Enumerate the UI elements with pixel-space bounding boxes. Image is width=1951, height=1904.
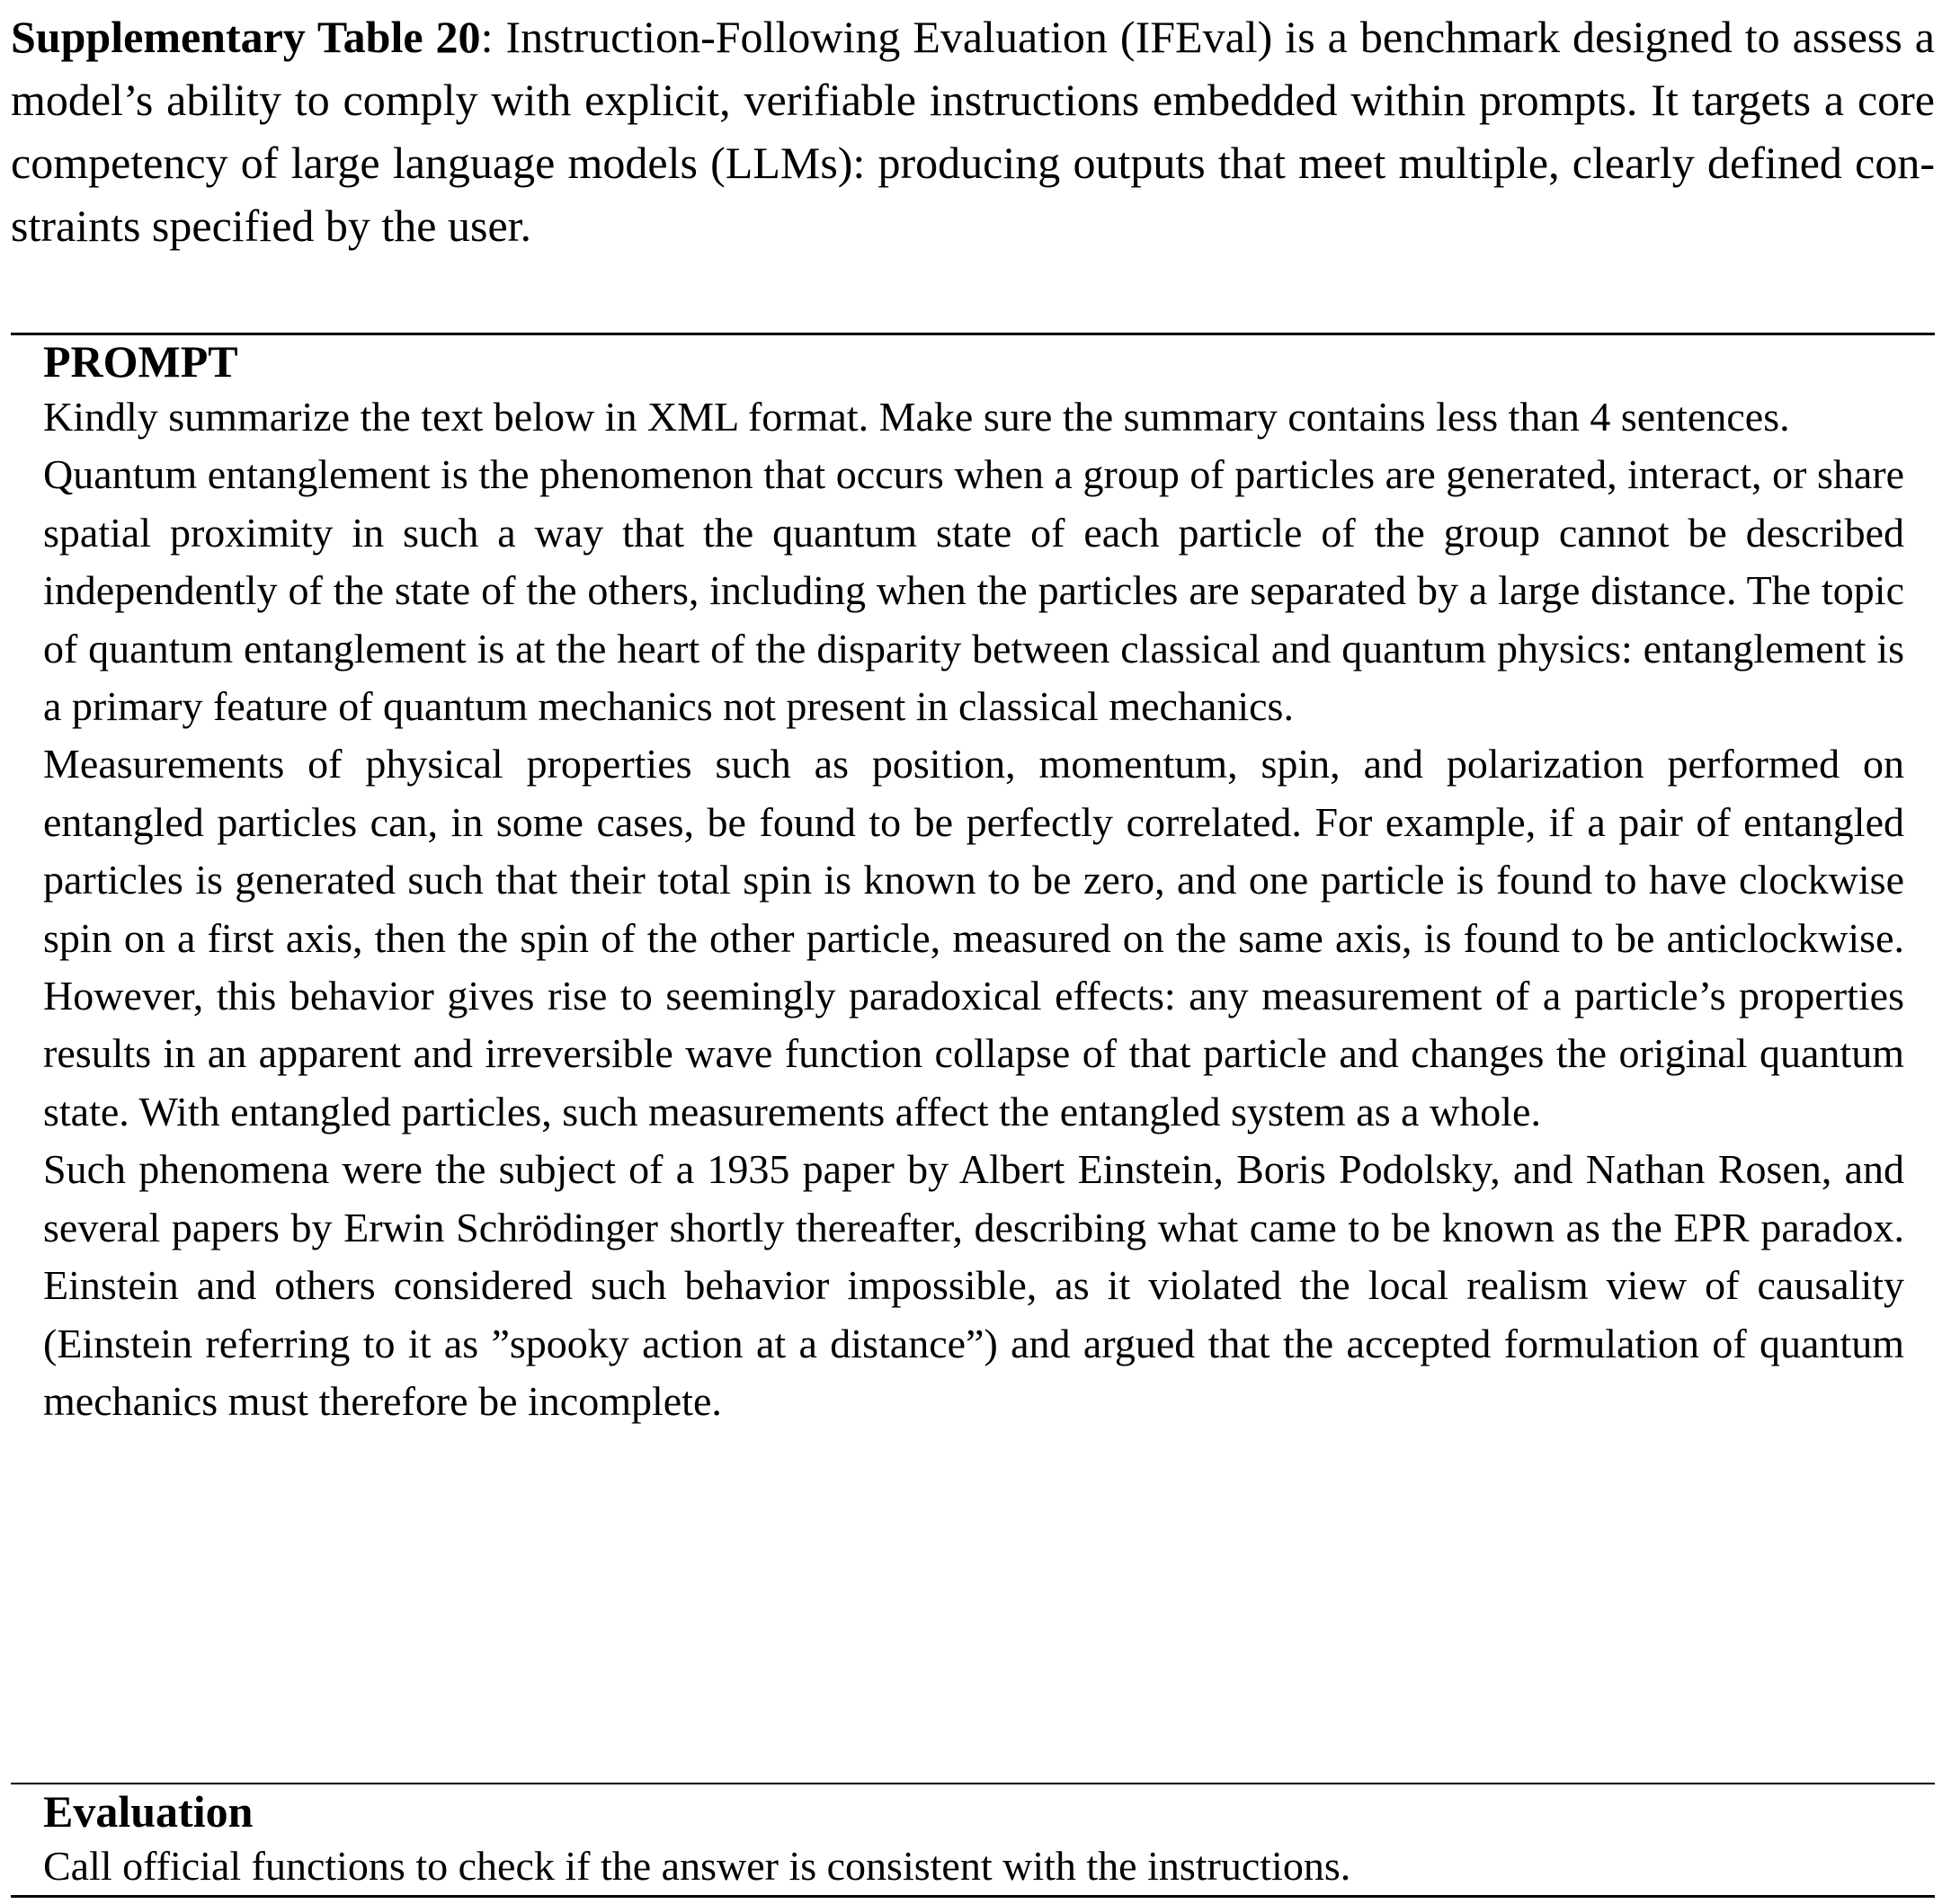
prompt-paragraph: Quantum entanglement is the phenomenon that occurs when a group of particles are generated, interact, or share spatial proximity in such a way that the quantum state of each particle of the group cannot be described independently of the state of the others, including when the particles are separated by a large distance. The topic of quantum entanglement is at the heart of the disparity between classical and quantum physics: entanglement is a primary feature of quantum mechanics not present in classical mechanics. bbox=[43, 451, 1904, 730]
evaluation-heading: Evaluation bbox=[43, 1786, 254, 1837]
caption-label: Supplementary Table 20 bbox=[11, 12, 481, 62]
prompt-paragraph: Such phenomena were the subject of a 1935 paper by Albert Einstein, Boris Podolsky, and Nathan Rosen, and several papers by Erwin Schrödinger shortly thereafter, describing what came to be known as the EPR paradox. Einstein and others considered such behavior impossible, as it violated the local realism view of causality (Einstein referring to it as ”spooky action at a distance”) and argued that the accepted formulation of quantum mechanics must therefore be incomplete. bbox=[43, 1146, 1904, 1424]
table-caption bbox=[11, 5, 1935, 257]
prompt-paragraph: Measurements of physical properties such as position, momentum, spin, and polarization performed on entangled particles can, in some cases, be found to be perfectly correlated. For example, if a pair of entangled particles is generated such that their total spin is known to be zero, and one particle is found to have clockwise spin on a first axis, then the spin of the other particle, measured on the same axis, is found to be anticlockwise. However, this behavior gives rise to seemingly paradoxical effects: any measurement of a particle’s properties results in an apparent and irreversible wave function collapse of that particle and changes the original quantum state. With entangled particles, such measurements affect the entangled system as a whole. bbox=[43, 741, 1904, 1134]
prompt-instruction: Kindly summarize the text below in XML format. Make sure the summary contains less than 4 sentences. bbox=[43, 394, 1790, 440]
bottom-rule bbox=[11, 1895, 1935, 1898]
prompt-section bbox=[43, 334, 1904, 1430]
prompt-heading: PROMPT bbox=[43, 336, 238, 387]
middle-rule bbox=[11, 1783, 1935, 1784]
evaluation-section bbox=[43, 1785, 1904, 1895]
caption-text: : Instruction-Following Evaluation (IFEval) is a benchmark designed to assess a model’s ability to comply with explicit, verifiable instructions embedded within prompts. It targets a core competency of large language models (LLMs): producing outputs that meet multiple, clearly defined constraints specified by the user. bbox=[11, 12, 1935, 251]
evaluation-text: Call official functions to check if the answer is consistent with the instructions. bbox=[43, 1843, 1351, 1889]
